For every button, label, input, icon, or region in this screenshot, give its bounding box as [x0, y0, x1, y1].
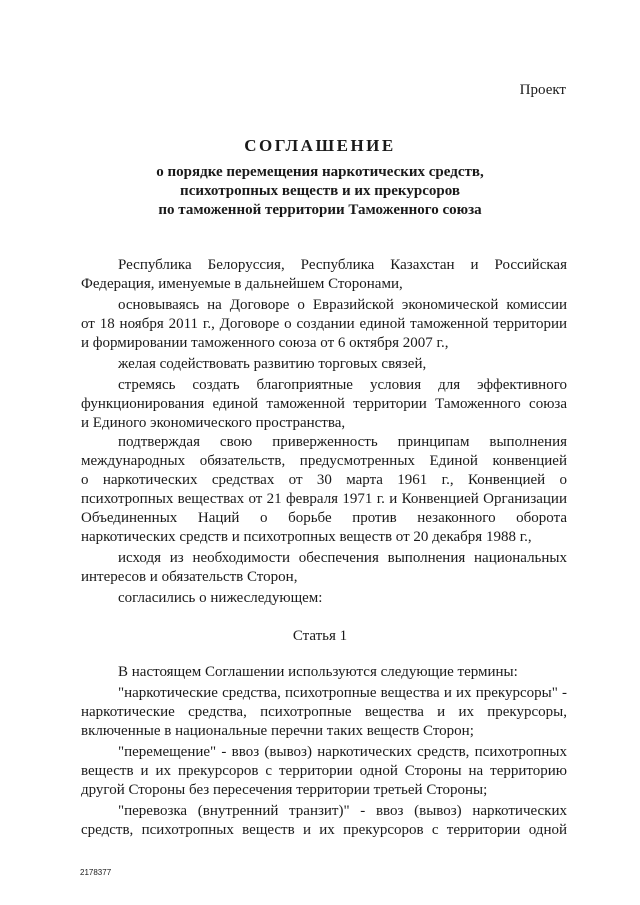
preamble-line: стремясь создать благоприятные условия для эффективного [118, 377, 567, 393]
preamble-line: международных обязательств, предусмотренных Единой конвенцией [81, 453, 567, 469]
article-line: наркотические средства, психотропные вещества и их прекурсоры, [81, 704, 567, 720]
preamble-line: Федерация, именуемые в дальнейшем Сторонами, [81, 276, 403, 292]
preamble-line: интересов и обязательств Сторон, [81, 569, 298, 585]
preamble-line: от 18 ноября 2011 г., Договоре о создании единой таможенной территории [81, 316, 567, 332]
document-code: 2178377 [80, 868, 112, 877]
article-line: веществ и их прекурсоров с территории одной Стороны на территорию [81, 763, 567, 779]
preamble-line: Республика Белоруссия, Республика Казахстан и Российская [118, 257, 567, 273]
preamble-line: психотропных веществах от 21 февраля 1971 г. и Конвенцией Организации [81, 491, 567, 507]
article-line: "перевозка (внутренний транзит)" - ввоз (вывоз) наркотических [118, 803, 567, 819]
article-line: В настоящем Соглашении используются следующие термины: [118, 664, 518, 680]
preamble-line: о наркотических средствах от 30 марта 1961 г., Конвенцией о [81, 472, 567, 488]
preamble-line: согласились о нижеследующем: [118, 590, 323, 606]
preamble-line: исходя из необходимости обеспечения выполнения национальных [118, 550, 567, 566]
article-line: "наркотические средства, психотропные вещества и их прекурсоры" - [118, 685, 567, 701]
preamble-line: и Единого экономического пространства, [81, 415, 346, 431]
draft-label: Проект [519, 82, 566, 98]
preamble-line: Объединенных Наций о борьбе против незаконного оборота [81, 510, 567, 526]
document-title: СОГЛАШЕНИЕ [244, 136, 396, 155]
article-line: средств, психотропных веществ и их прекурсоров с территории одной [81, 822, 567, 838]
preamble-line: основываясь на Договоре о Евразийской экономической комиссии [118, 297, 567, 313]
subtitle-line: психотропных веществ и их прекурсоров [180, 183, 460, 199]
preamble-line: функционирования единой таможенной территории Таможенного союза [81, 396, 567, 412]
subtitle-line: о порядке перемещения наркотических средств, [156, 164, 484, 180]
article-heading: Статья 1 [292, 628, 348, 644]
article-line: "перемещение" - ввоз (вывоз) наркотических средств, психотропных [118, 744, 567, 760]
preamble-line: и формировании таможенного союза от 6 октября 2007 г., [81, 335, 449, 351]
article-line: другой Стороны без пересечения территории третьей Стороны; [81, 782, 488, 798]
subtitle-line: по таможенной территории Таможенного союза [158, 202, 482, 218]
preamble-line: наркотических средств и психотропных веществ от 20 декабря 1988 г., [81, 529, 532, 545]
preamble-line: подтверждая свою приверженность принципам выполнения [118, 434, 567, 450]
preamble-line: желая содействовать развитию торговых связей, [118, 356, 427, 372]
article-line: включенные в национальные перечни таких веществ Сторон; [81, 723, 474, 739]
